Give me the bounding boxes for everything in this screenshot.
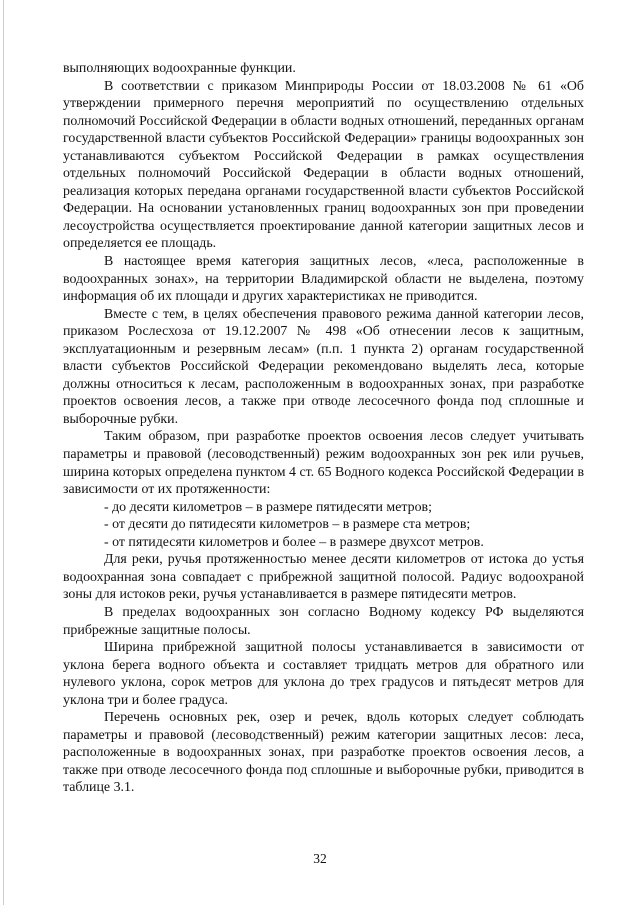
page-number: 32 bbox=[313, 851, 327, 866]
paragraph-protective-strips: В пределах водоохранных зон согласно Водному кодексу РФ выделяются прибрежные защитные полосы. bbox=[63, 604, 584, 638]
paragraph-strip-width: Ширина прибрежной защитной полосы устанавливается в зависимости от уклона берега водного объекта и составляет тридцать метров для обратного или нулевого уклона, сорок метров для уклона до трех градусов и пятьдесят метров для уклона три и более градуса. bbox=[63, 640, 584, 708]
list-item-up-to-ten-km: - до десяти километров – в размере пятидесяти метров; bbox=[104, 499, 432, 515]
paragraph-rosleshoz-order: Вместе с тем, в целях обеспечения правового режима данной категории лесов, приказом Рослесхоза от 19.12.2007 № 498 «Об отнесении лесов к защитным, эксплуатационным и резервным лесам» (п.п. 1 пункта 2) органам государственной власти субъектов Российской Федерации рекомендовано выделять леса, которые должны относиться к лесам, расположенным в водоохранных зонах, при разработке проектов освоения лесов, а также при отводе лесосечного фонда под сплошные и выборочные рубки. bbox=[63, 306, 584, 427]
paragraph-order-minprirody: В соответствии с приказом Минприроды России от 18.03.2008 № 61 «Об утверждении примерного перечня мероприятий по осуществлению отдельных полномочий Российской Федерации в области водных отношений, переданных органам государственной власти субъектов Российской Федерации» границы водоохранных зон устанавливаются субъектом Российской Федерации в рамках осуществления отдельных полномочий Российской Федерации в области водных отношений, реализация которых передана органами государственной власти субъектов Российской Федерации. На основании установленных границ водоохранных зон при проведении лесоустройства осуществляется проектирование данной категории защитных лесов и определяется ее площадь. bbox=[63, 78, 584, 252]
paragraph-water-code: Таким образом, при разработке проектов освоения лесов следует учитывать параметры и правовой (лесоводственный) режим водоохранных зон рек или ручьев, ширина которых определена пунктом 4 ст. 65 Водного кодекса Российской Федерации в зависимости от их протяженности: bbox=[63, 429, 584, 498]
list-item-fifty-km-plus: - от пятидесяти километров и более – в размере двухсот метров. bbox=[104, 534, 484, 550]
scan-edge-line bbox=[3, 0, 4, 905]
paragraph-continuation: выполняющих водоохранные функции. bbox=[63, 61, 296, 76]
body-text bbox=[63, 60, 584, 797]
paragraph-short-rivers: Для реки, ручья протяженностью менее десяти километров от истока до устья водоохранная зона совпадает с прибрежной защитной полосой. Радиус водоохраной зоны для истоков реки, ручья устанавливается в размере пятидесяти метров. bbox=[63, 552, 584, 603]
list-item-ten-to-fifty-km: - от десяти до пятидесяти километров – в размере ста метров; bbox=[104, 517, 471, 533]
paragraph-rivers-list-reference: Перечень основных рек, озер и речек, вдоль которых следует соблюдать параметры и правовой (лесоводственный) режим категории защитных лесов: леса, расположенные в водоохранных зонах, при разработке проектов освоения лесов, а также при отводе лесосечного фонда под сплошные и выборочные рубки, приводится в таблице 3.1. bbox=[63, 710, 584, 796]
paragraph-current-category: В настоящее время категория защитных лесов, «леса, расположенные в водоохранных зонах», на территории Владимирской области не выделена, поэтому информация об их площади и других характеристиках не приводится. bbox=[63, 254, 584, 305]
